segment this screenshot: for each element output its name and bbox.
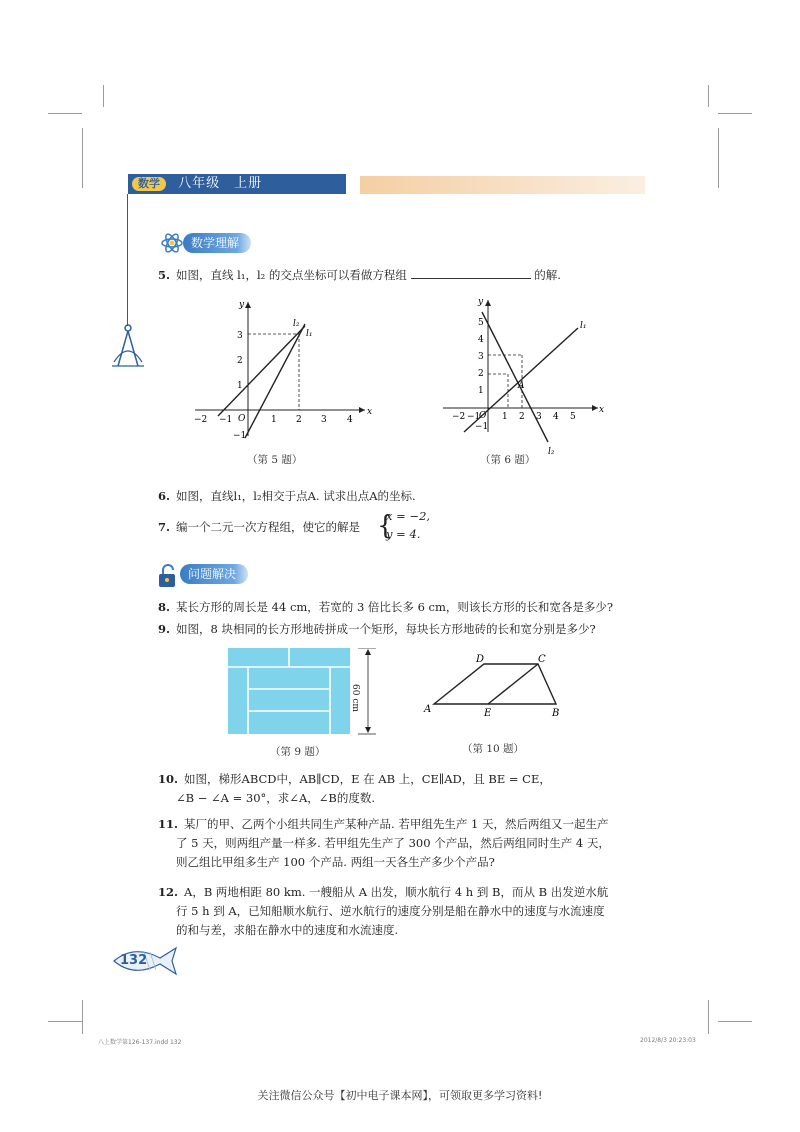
figure-10-trapezoid [420, 650, 570, 725]
line-label: l₂ [548, 447, 555, 457]
subject-badge: 数学 [132, 177, 166, 191]
system-line-1: x = −2, [386, 509, 431, 523]
question-number: 10. [158, 772, 179, 786]
crop-mark [48, 113, 82, 114]
question-9: 9. 如图，8 块相同的长方形地砖拼成一个矩形，每块长方形地砖的长和宽分别是多少? [158, 622, 596, 636]
system-line-2: y = 4. [386, 527, 421, 541]
file-info-left: 八上数学第126-137.indd 132 [98, 1039, 182, 1046]
x-axis-label: x [367, 407, 373, 417]
line-label: l₁ [580, 321, 587, 331]
crop-mark [82, 1000, 83, 1034]
x-tick: −1 [467, 412, 481, 422]
compass-icon [108, 322, 148, 370]
question-number: 7. [158, 520, 171, 534]
x-tick: 2 [296, 415, 302, 425]
question-number: 6. [158, 489, 171, 503]
crop-mark [103, 85, 104, 107]
point-label: A [518, 381, 525, 391]
y-axis-label: y [239, 300, 245, 310]
y-tick: 2 [478, 369, 484, 379]
x-tick: 1 [502, 412, 508, 422]
y-tick: 3 [237, 331, 243, 341]
question-7: 7. 编一个二元一次方程组，使它的解是 [158, 520, 361, 534]
x-tick: 4 [553, 412, 559, 422]
header-decoration [360, 176, 645, 194]
line-label: l₁ [306, 329, 313, 339]
y-axis-label: y [478, 297, 484, 307]
question-11: 11. 某厂的甲、乙两个小组共同生产某种产品. 若甲组先生产 1 天，然后两组又一起生产 了 5 天，则两组产量一样多. 若甲组先生产了 300 个产品，然后两组同时生产 4 天， 则乙组比甲组多生产 100 个产品. 两组一天各生产多少个产品? [158, 817, 610, 869]
vertex-label: D [476, 654, 485, 665]
page-number: 132 [120, 953, 148, 968]
x-tick: −2 [452, 412, 466, 422]
figure-5-caption: （第 5 题） [247, 454, 303, 466]
y-tick: 5 [478, 318, 484, 328]
brace-icon: { [377, 511, 394, 541]
figure-6-graph [438, 292, 608, 464]
question-6: 6. 如图，直线l₁，l₂相交于点A. 试求出点A的坐标. [158, 489, 416, 503]
figure-5-graph [190, 296, 380, 446]
x-tick: −1 [219, 415, 233, 425]
origin-label: O [479, 411, 487, 421]
y-tick: −1 [475, 422, 489, 432]
question-10: 10. 如图，梯形ABCD中，AB∥CD，E 在 AB 上，CE∥AD，且 BE = CE， ∠B − ∠A = 30°，求∠A，∠B的度数. [158, 772, 551, 805]
question-number: 5. [158, 268, 171, 282]
x-tick: −2 [194, 415, 208, 425]
lock-icon [155, 563, 181, 589]
question-number: 11. [158, 817, 179, 831]
x-tick: 4 [347, 415, 353, 425]
crop-mark [708, 85, 709, 107]
y-tick: 1 [478, 386, 484, 396]
vertex-label: A [424, 704, 432, 715]
vertex-label: E [484, 708, 492, 719]
y-tick: 1 [237, 381, 243, 391]
x-axis-label: x [599, 405, 605, 415]
origin-label: O [238, 414, 246, 424]
section-title-understanding: 数学理解 [183, 233, 251, 253]
crop-mark [708, 1000, 709, 1034]
figure-9-tiles [228, 648, 388, 738]
question-8: 8. 某长方形的周长是 44 cm，若宽的 3 倍比长多 6 cm，则该长方形的长和宽各是多少? [158, 600, 614, 614]
question-number: 12. [158, 885, 179, 899]
line-label: l₂ [293, 319, 300, 329]
x-tick: 2 [519, 412, 525, 422]
y-tick: −1 [233, 431, 247, 441]
y-tick: 3 [478, 352, 484, 362]
atom-icon [160, 231, 184, 255]
x-tick: 5 [570, 412, 576, 422]
vertex-label: C [538, 654, 546, 665]
grade-title: 八年级 上册 [178, 176, 263, 191]
figure-9-caption: （第 9 题） [270, 746, 326, 758]
x-tick: 3 [536, 412, 542, 422]
y-tick: 4 [478, 335, 484, 345]
dimension-label: 60 cm [350, 684, 360, 712]
margin-rule [127, 194, 128, 326]
x-tick: 3 [321, 415, 327, 425]
question-12: 12. A，B 两地相距 80 km. 一艘船从 A 出发，顺水航行 4 h 到 B，而从 B 出发逆水航 行 5 h 到 A，已知船顺水航行、逆水航行的速度分别是船在静水中的速度与水流速度 的和与差，求船在静水中的速度和水流速度. [158, 885, 609, 937]
footer-note: 关注微信公众号【初中电子课本网】，可领取更多学习资料! [257, 1089, 543, 1102]
vertex-label: B [552, 708, 560, 719]
answer-blank [411, 266, 531, 279]
crop-mark [48, 1021, 82, 1022]
x-tick: 1 [271, 415, 277, 425]
crop-mark [718, 113, 752, 114]
question-number: 8. [158, 600, 171, 614]
question-5: 5. 如图，直线 l₁，l₂ 的交点坐标可以看做方程组 的解. [158, 268, 561, 282]
figure-10-caption: （第 10 题） [462, 743, 525, 755]
file-info-right: 2012/8/3 20:23:03 [640, 1037, 696, 1044]
crop-mark [82, 128, 83, 188]
figure-6-caption: （第 6 题） [480, 454, 536, 466]
question-number: 9. [158, 622, 171, 636]
crop-mark [718, 128, 719, 188]
y-tick: 2 [237, 356, 243, 366]
chapter-header [128, 174, 346, 194]
section-title-solving: 问题解决 [180, 564, 248, 584]
crop-mark [718, 1021, 752, 1022]
